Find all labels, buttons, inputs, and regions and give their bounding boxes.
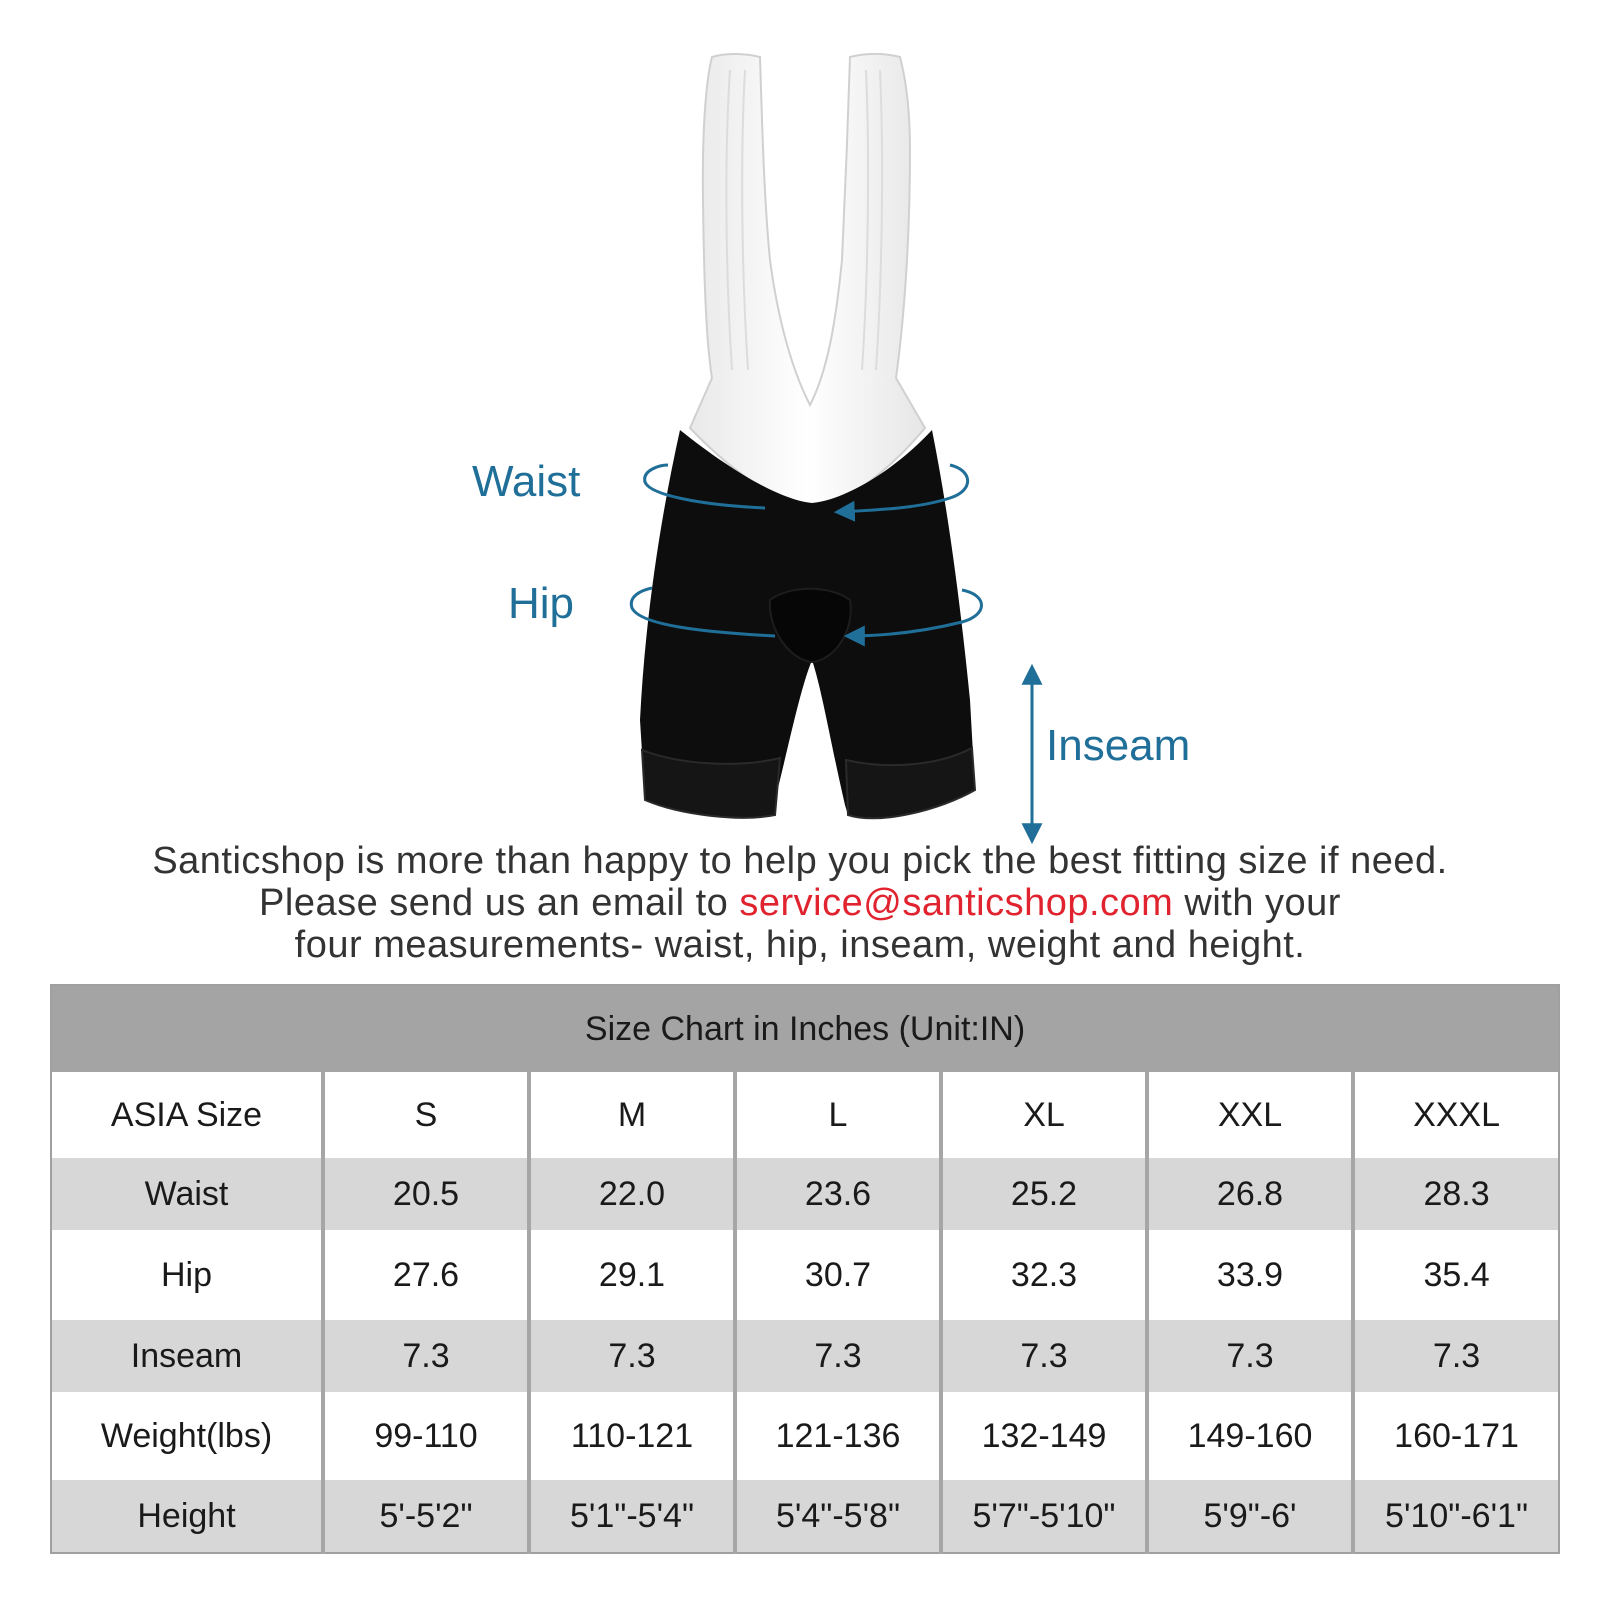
value-cell: 160-171 xyxy=(1353,1392,1559,1480)
bib-straps xyxy=(690,54,925,510)
table-row xyxy=(51,1320,1559,1392)
intro-line-2-end: with your xyxy=(1173,882,1341,924)
size-header-row xyxy=(51,1072,1559,1158)
value-cell: 7.3 xyxy=(323,1320,529,1392)
size-cell: XXXL xyxy=(1353,1072,1559,1158)
intro-line-1: Santicshop is more than happy to help you pick the best fitting size if need. xyxy=(152,840,1448,882)
value-cell: 35.4 xyxy=(1353,1230,1559,1320)
value-cell: 7.3 xyxy=(1353,1320,1559,1392)
size-cell: XXL xyxy=(1147,1072,1353,1158)
intro-line-3: four measurements- waist, hip, inseam, weight and height. xyxy=(294,924,1306,966)
value-cell: 110-121 xyxy=(529,1392,735,1480)
inseam-label: Inseam xyxy=(1046,721,1191,770)
value-cell: 132-149 xyxy=(941,1392,1147,1480)
value-cell: 20.5 xyxy=(323,1158,529,1230)
row-label: Weight(lbs) xyxy=(51,1392,323,1480)
value-cell: 99-110 xyxy=(323,1392,529,1480)
hip-label: Hip xyxy=(508,579,575,628)
size-cell: XL xyxy=(941,1072,1147,1158)
value-cell: 5'9"-6' xyxy=(1147,1480,1353,1553)
value-cell: 25.2 xyxy=(941,1158,1147,1230)
value-cell: 22.0 xyxy=(529,1158,735,1230)
row-label: Waist xyxy=(51,1158,323,1230)
value-cell: 149-160 xyxy=(1147,1392,1353,1480)
value-cell: 29.1 xyxy=(529,1230,735,1320)
table-row xyxy=(51,1158,1559,1230)
header-label-cell: ASIA Size xyxy=(51,1072,323,1158)
size-chart-caption: Size Chart in Inches (Unit:IN) xyxy=(51,985,1559,1072)
size-chart-table xyxy=(50,984,1560,1554)
size-cell: L xyxy=(735,1072,941,1158)
value-cell: 28.3 xyxy=(1353,1158,1559,1230)
size-cell: S xyxy=(323,1072,529,1158)
value-cell: 5'4"-5'8" xyxy=(735,1480,941,1553)
value-cell: 5'1"-5'4" xyxy=(529,1480,735,1553)
row-label: Hip xyxy=(51,1230,323,1320)
row-label: Height xyxy=(51,1480,323,1553)
table-row xyxy=(51,1230,1559,1320)
value-cell: 7.3 xyxy=(941,1320,1147,1392)
value-cell: 7.3 xyxy=(1147,1320,1353,1392)
value-cell: 23.6 xyxy=(735,1158,941,1230)
table-row xyxy=(51,1392,1559,1480)
intro-line-2-start: Please send us an email to xyxy=(259,882,740,924)
value-cell: 26.8 xyxy=(1147,1158,1353,1230)
row-label: Inseam xyxy=(51,1320,323,1392)
intro-line-2 xyxy=(0,882,1600,924)
value-cell: 30.7 xyxy=(735,1230,941,1320)
value-cell: 7.3 xyxy=(529,1320,735,1392)
value-cell: 27.6 xyxy=(323,1230,529,1320)
value-cell: 121-136 xyxy=(735,1392,941,1480)
size-chart xyxy=(50,984,1560,1554)
intro-text xyxy=(0,840,1600,966)
value-cell: 32.3 xyxy=(941,1230,1147,1320)
size-cell: M xyxy=(529,1072,735,1158)
value-cell: 5'-5'2" xyxy=(323,1480,529,1553)
value-cell: 7.3 xyxy=(735,1320,941,1392)
value-cell: 5'10"-6'1" xyxy=(1353,1480,1559,1553)
value-cell: 33.9 xyxy=(1147,1230,1353,1320)
value-cell: 5'7"-5'10" xyxy=(941,1480,1147,1553)
table-row xyxy=(51,1480,1559,1553)
email-link[interactable]: service@santicshop.com xyxy=(739,882,1174,924)
waist-label: Waist xyxy=(472,457,581,506)
